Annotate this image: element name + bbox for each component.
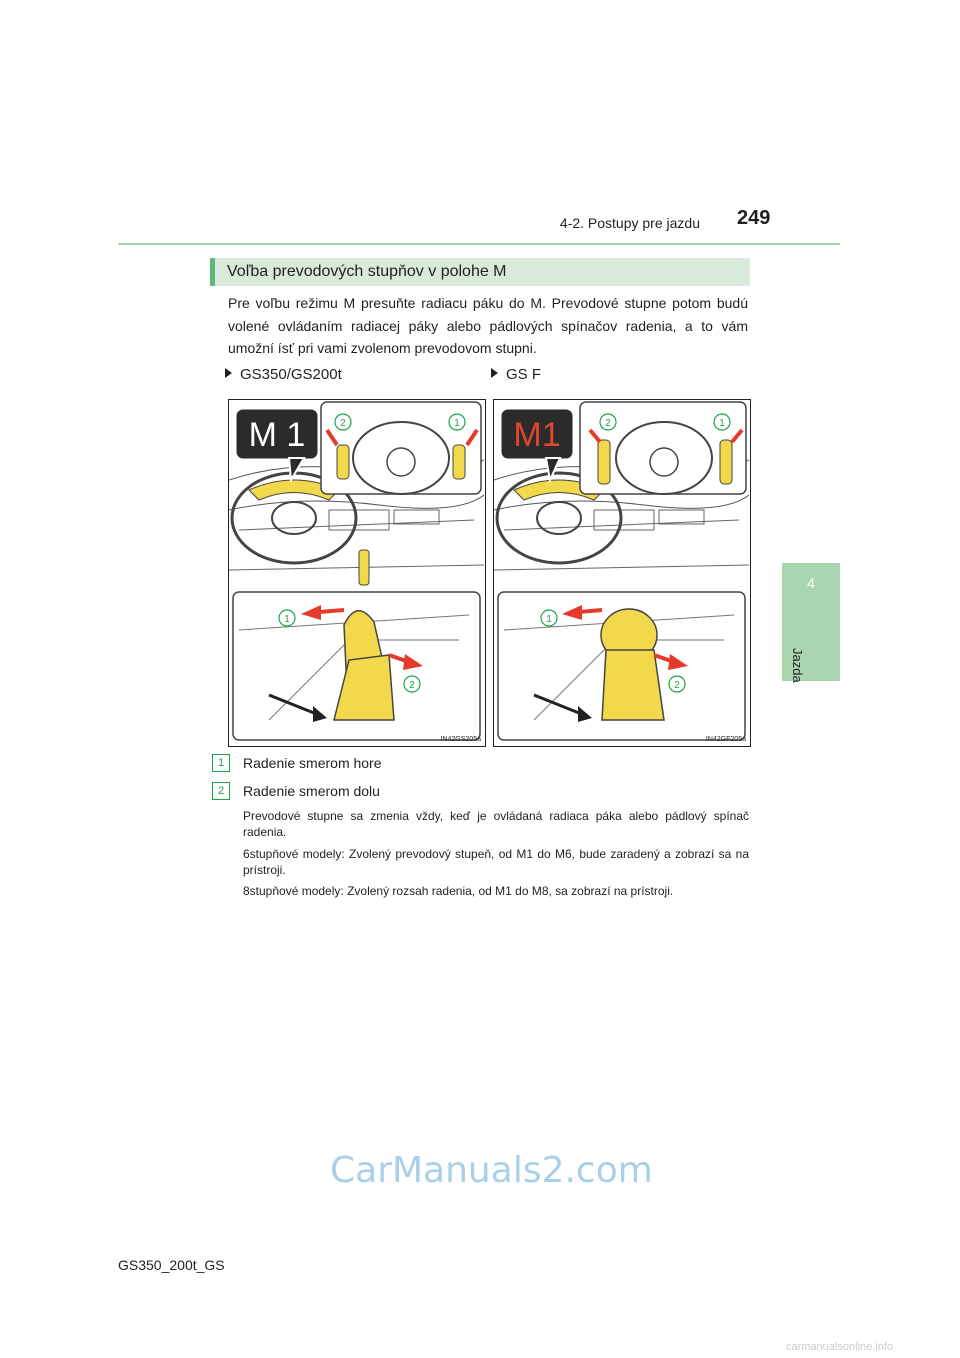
callout-top-right-b: 1 bbox=[719, 418, 725, 429]
figure-gs350 bbox=[228, 399, 486, 747]
callout-top-left-a: 2 bbox=[340, 418, 346, 429]
section-heading-bar bbox=[210, 258, 750, 286]
watermark-text: CarManuals2.com bbox=[330, 1150, 653, 1191]
triangle-bullet-icon bbox=[225, 368, 232, 378]
figure-gsf-illustration bbox=[494, 400, 749, 745]
page-number: 249 bbox=[737, 207, 771, 229]
section-heading-accent bbox=[210, 258, 215, 286]
intro-paragraph: Pre voľbu režimu M presuňte radiacu páku do M. Prevodové stupne potom budú volené ovládaním radiacej páky alebo pádlových spínačov radenia, a to vám umožní ísť pri vami zvolenom prevodovom stupni. bbox=[228, 295, 748, 356]
callout-top-right-a: 2 bbox=[605, 418, 611, 429]
callout-bottom-right-b: 2 bbox=[674, 680, 680, 691]
variant-left-text: GS350/GS200t bbox=[240, 366, 342, 383]
section-title: Voľba prevodových stupňov v polohe M bbox=[227, 263, 507, 280]
figure-gs350-illustration bbox=[229, 400, 484, 745]
variant-label-left bbox=[225, 366, 342, 383]
watermark-site: carmanualsonline.info bbox=[786, 1341, 894, 1353]
legend-text-1: Radenie smerom hore bbox=[243, 755, 382, 771]
legend-number-2: 2 bbox=[212, 782, 230, 800]
note-1: Prevodové stupne sa zmenia vždy, keď je ovládaná radiaca páka alebo pádlový spínač radenia. bbox=[243, 809, 749, 839]
callout-bottom-left-b: 2 bbox=[409, 680, 415, 691]
chapter-label: Jazda bbox=[790, 648, 805, 683]
figure-code-left: IN42GS205a bbox=[440, 736, 481, 743]
chapter-number: 4 bbox=[807, 575, 815, 591]
callout-top-left-b: 1 bbox=[454, 418, 460, 429]
legend-number-1: 1 bbox=[212, 754, 230, 772]
gear-display-left: M 1 bbox=[248, 416, 306, 454]
legend-text-2: Radenie smerom dolu bbox=[243, 783, 380, 799]
triangle-bullet-icon bbox=[491, 368, 498, 378]
figure-gsf bbox=[493, 399, 751, 747]
figure-code-right: IN42GF205a bbox=[705, 736, 746, 743]
header-divider bbox=[118, 243, 840, 245]
variant-right-text: GS F bbox=[506, 366, 542, 383]
header-section-title: 4-2. Postupy pre jazdu bbox=[559, 215, 700, 231]
footer-model-code: GS350_200t_GS bbox=[118, 1257, 225, 1273]
variant-label-right bbox=[491, 366, 541, 383]
note-2: 6stupňové modely: Zvolený prevodový stupeň, od M1 do M6, bude zaradený a zobrazí sa na prístroji. bbox=[243, 847, 749, 877]
callout-bottom-left-a: 1 bbox=[284, 614, 290, 625]
note-3: 8stupňové modely: Zvolený rozsah radenia, od M1 do M8, sa zobrazí na prístroji. bbox=[243, 884, 674, 898]
gear-display-right: M1 bbox=[513, 416, 561, 454]
callout-bottom-right-a: 1 bbox=[546, 614, 552, 625]
